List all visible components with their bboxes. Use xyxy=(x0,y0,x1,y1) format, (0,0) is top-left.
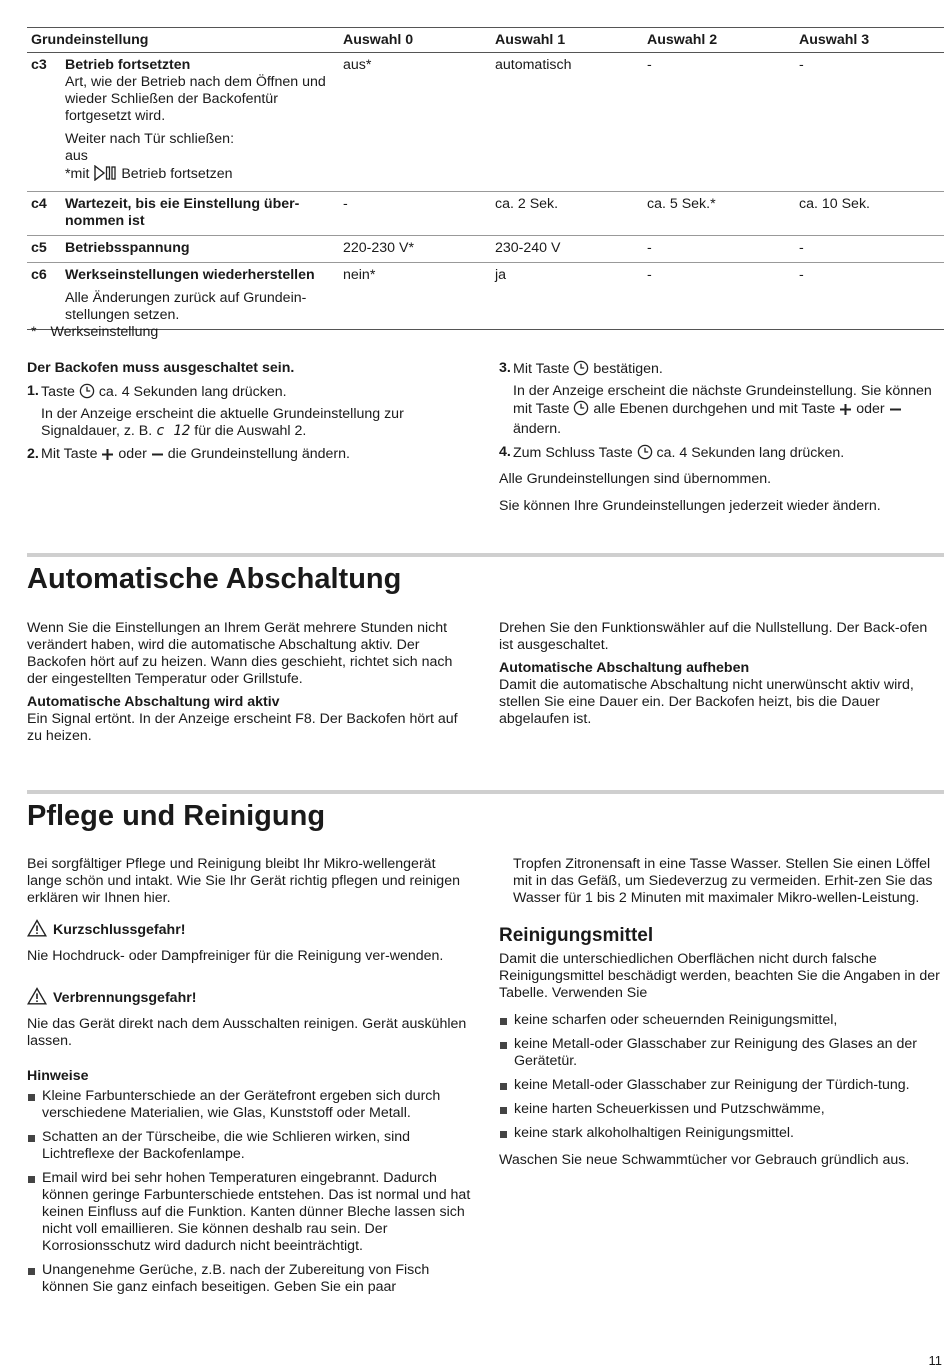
cell-auswahl-1: 230-240 V xyxy=(491,236,643,263)
cell-auswahl-3: - xyxy=(795,53,944,192)
display-code: c 12 xyxy=(156,423,191,439)
note-continuation: Tropfen Zitronensaft in eine Tasse Wasser. Stellen Sie einen Löffel mit in das Gefäß, um Siedeverzug zu vermeiden. Erhit-zen Sie das Wasser für 1 bis 2 Minuten mit maximaler Mikro-wellen-Leistung. xyxy=(513,856,933,906)
row-description xyxy=(61,192,339,236)
step-4 xyxy=(499,444,944,465)
cleaner-item: keine stark alkoholhaltigen Reinigungsmittel. xyxy=(514,1125,794,1141)
cleaner-outro: Waschen Sie neue Schwammtücher vor Gebrauch gründlich aus. xyxy=(499,1152,910,1168)
cleaner-title: Reinigungsmittel xyxy=(499,925,654,946)
table-row xyxy=(27,263,944,330)
auto-sub1-title: Automatische Abschaltung wird aktiv xyxy=(27,694,280,710)
step-2-pre: Mit Taste xyxy=(41,446,98,462)
auto-sub2-title: Automatische Abschaltung aufheben xyxy=(499,660,750,676)
minus-icon xyxy=(889,403,902,421)
warning-2 xyxy=(27,987,472,1010)
clock-icon xyxy=(79,383,95,404)
instructions-right xyxy=(499,360,944,515)
instructions-heading: Der Backofen muss ausgeschaltet sein. xyxy=(27,360,295,376)
footnote-star: * xyxy=(31,324,37,340)
bullet-icon xyxy=(28,1135,35,1142)
cell-auswahl-1: ca. 2 Sek. xyxy=(491,192,643,236)
row-description xyxy=(61,53,339,192)
step-2-mid: oder xyxy=(118,446,147,462)
minus-icon xyxy=(151,448,164,466)
bullet-icon xyxy=(28,1176,35,1183)
row-desc-2c xyxy=(65,165,335,186)
table-footnote xyxy=(31,324,158,341)
header-auswahl-0: Auswahl 0 xyxy=(339,28,491,53)
table-row xyxy=(27,236,944,263)
list-item xyxy=(499,1012,944,1029)
header-grundeinstellung: Grundeinstellung xyxy=(27,28,339,53)
clock-icon xyxy=(637,444,653,465)
step-1-sub-pre: In der Anzeige erscheint die aktuelle Grundeinstellung zur Signaldauer, z. B. xyxy=(41,406,404,439)
row-desc: Art, wie der Betrieb nach dem Öffnen und wieder Schließen der Backofentür fortgesetzt wird. xyxy=(65,74,326,124)
note-text: Kleine Farbunterschiede an der Gerätefront ergeben sich durch verschiedene Materialien, wie Glas, Kunststoff oder Metall. xyxy=(42,1088,441,1121)
row-title: Betrieb fortsetzten xyxy=(65,57,191,73)
step-3-sub xyxy=(513,383,944,438)
header-auswahl-1: Auswahl 1 xyxy=(491,28,643,53)
step-1-post: ca. 4 Sekunden lang drücken. xyxy=(98,384,287,400)
auto-sub2-text: Damit die automatische Abschaltung nicht unerwünscht aktiv wird, stellen Sie eine Dauer ein. Der Backofen heizt, bis die Dauer abgelaufen ist. xyxy=(499,677,914,727)
auto-right xyxy=(499,620,944,728)
instructions-left xyxy=(27,360,472,472)
bullet-icon xyxy=(500,1018,507,1025)
section-divider xyxy=(27,790,944,794)
cleaner-item: keine harten Scheuerkissen und Putzschwämme, xyxy=(514,1101,825,1117)
list-item xyxy=(27,1129,472,1163)
list-item xyxy=(27,1170,472,1255)
note-text: Schatten an der Türscheibe, die wie Schlieren wirken, sind Lichtreflexe der Backofenlampe. xyxy=(42,1129,411,1162)
table-row xyxy=(27,192,944,236)
section-title-auto: Automatische Abschaltung xyxy=(27,563,402,595)
note-text: Unangenehme Gerüche, z.B. nach der Zubereitung von Fisch können Sie ganz einfach beseitigen. Geben Sie ein paar xyxy=(42,1262,430,1295)
cell-auswahl-0: 220-230 V* xyxy=(339,236,491,263)
cleaner-item: keine scharfen oder scheuernden Reinigungsmittel, xyxy=(514,1012,838,1028)
step-number: 1. xyxy=(27,383,39,399)
clock-icon xyxy=(573,400,589,421)
list-item xyxy=(499,1125,944,1142)
step-2 xyxy=(27,446,472,466)
table-row xyxy=(27,53,944,192)
warning-2-title: Verbrennungsgefahr! xyxy=(53,990,197,1006)
cell-auswahl-0: - xyxy=(339,192,491,236)
header-auswahl-2: Auswahl 2 xyxy=(643,28,795,53)
row-title: Betriebsspannung xyxy=(65,240,190,256)
care-left xyxy=(27,856,472,1303)
row-desc-2c-post: Betrieb fortsetzen xyxy=(121,166,233,182)
warning-triangle-icon xyxy=(27,919,53,942)
list-item xyxy=(27,1088,472,1122)
cell-auswahl-2: - xyxy=(643,236,795,263)
step-2-post: die Grundeinstellung ändern. xyxy=(167,446,350,462)
care-right xyxy=(499,856,944,1169)
step-4-post: ca. 4 Sekunden lang drücken. xyxy=(656,445,845,461)
cell-auswahl-2: - xyxy=(643,53,795,192)
step-3 xyxy=(499,360,944,438)
note-text: Email wird bei sehr hohen Temperaturen eingebrannt. Dadurch können geringe Farbunterschiede entstehen. Das ist normal und hat keinen Einfluss auf die Funktion. Kanten dünner Bleche lassen sich nicht voll emaillieren. Sie können deshalb rau sein. Der Korrosionsschutz wird dadurch nicht beeinträchtigt. xyxy=(42,1170,471,1254)
step-1 xyxy=(27,383,472,440)
plus-icon xyxy=(101,448,114,466)
row-desc-2b: aus xyxy=(65,148,88,164)
step-1-sub-post: für die Auswahl 2. xyxy=(194,423,307,439)
warning-2-text: Nie das Gerät direkt nach dem Ausschalten reinigen. Gerät auskühlen lassen. xyxy=(27,1016,467,1049)
cell-auswahl-2: - xyxy=(643,263,795,330)
warning-1-title: Kurzschlussgefahr! xyxy=(53,922,186,938)
cell-auswahl-3: - xyxy=(795,236,944,263)
list-item xyxy=(499,1101,944,1118)
cell-auswahl-1: automatisch xyxy=(491,53,643,192)
footnote-text: Werkseinstellung xyxy=(50,324,159,340)
row-code: c4 xyxy=(27,192,61,236)
warning-triangle-icon xyxy=(27,987,53,1010)
cell-auswahl-0: nein* xyxy=(339,263,491,330)
cell-auswahl-1: ja xyxy=(491,263,643,330)
auto-sub1-text: Ein Signal ertönt. In der Anzeige erscheint F8. Der Backofen hört auf zu heizen. xyxy=(27,711,458,744)
step-3-sub-pre: In der Anzeige erscheint die nächste Grundeinstellung. Sie können mit Taste xyxy=(513,383,932,417)
warning-1 xyxy=(27,919,472,942)
list-item xyxy=(27,1262,472,1296)
notes-title: Hinweise xyxy=(27,1068,89,1084)
bullet-icon xyxy=(500,1042,507,1049)
list-item xyxy=(499,1077,944,1094)
step-number: 2. xyxy=(27,446,39,462)
row-desc-2a: Weiter nach Tür schließen: xyxy=(65,131,235,147)
row-title: Wartezeit, bis eie Einstellung über-nommen ist xyxy=(65,196,300,229)
cleaner-intro: Damit die unterschiedlichen Oberflächen nicht durch falsche Reinigungsmittel beschädigt werden, beachten Sie die Angaben in der Tabelle. Verwenden Sie xyxy=(499,951,940,1001)
cleaner-item: keine Metall-oder Glasschaber zur Reinigung der Türdich-tung. xyxy=(514,1077,910,1093)
step-1-pre: Taste xyxy=(41,384,75,400)
play-pause-icon xyxy=(93,165,117,186)
row-desc: Alle Änderungen zurück auf Grundein-stellungen setzen. xyxy=(65,290,307,323)
auto-left xyxy=(27,620,472,745)
row-description xyxy=(61,263,339,330)
cell-auswahl-3: ca. 10 Sek. xyxy=(795,192,944,236)
section-title-care: Pflege und Reinigung xyxy=(27,800,326,832)
row-code: c6 xyxy=(27,263,61,330)
step-3-pre: Mit Taste xyxy=(513,361,570,377)
row-desc-2c-pre: *mit xyxy=(65,166,90,182)
care-intro: Bei sorgfältiger Pflege und Reinigung bleibt Ihr Mikro-wellengerät lange schön und intakt. Wie Sie Ihr Gerät richtig pflegen und reinigen erklären wir Ihnen hier. xyxy=(27,856,460,906)
step-3-sub-mid2: oder xyxy=(856,401,885,417)
step-number: 3. xyxy=(499,360,511,376)
bullet-icon xyxy=(500,1131,507,1138)
bullet-icon xyxy=(28,1094,35,1101)
row-code: c3 xyxy=(27,53,61,192)
cell-auswahl-0: aus* xyxy=(339,53,491,192)
step-3-sub-post: ändern. xyxy=(513,421,562,437)
cleaner-item: keine Metall-oder Glasschaber zur Reinigung des Glases an der Gerätetür. xyxy=(514,1036,917,1069)
warning-1-text: Nie Hochdruck- oder Dampfreiniger für die Reinigung ver-wenden. xyxy=(27,948,444,964)
table-header-row xyxy=(27,28,944,53)
bullet-icon xyxy=(500,1083,507,1090)
after-text-1: Alle Grundeinstellungen sind übernommen. xyxy=(499,471,772,487)
step-3-post: bestätigen. xyxy=(593,361,663,377)
cell-auswahl-2: ca. 5 Sek.* xyxy=(643,192,795,236)
cell-auswahl-3: - xyxy=(795,263,944,330)
page-number: 11 xyxy=(928,1353,942,1368)
list-item xyxy=(499,1036,944,1070)
settings-table xyxy=(27,27,944,330)
row-code: c5 xyxy=(27,236,61,263)
header-auswahl-3: Auswahl 3 xyxy=(795,28,944,53)
clock-icon xyxy=(573,360,589,381)
row-description xyxy=(61,236,339,263)
step-4-pre: Zum Schluss Taste xyxy=(513,445,633,461)
step-3-sub-mid: alle Ebenen durchgehen und mit Taste xyxy=(593,401,836,417)
step-1-sub xyxy=(41,406,472,440)
row-title: Werkseinstellungen wiederherstellen xyxy=(65,267,315,283)
after-text-2: Sie können Ihre Grundeinstellungen jederzeit wieder ändern. xyxy=(499,498,881,514)
step-number: 4. xyxy=(499,444,511,460)
bullet-icon xyxy=(28,1268,35,1275)
auto-intro: Wenn Sie die Einstellungen an Ihrem Gerät mehrere Stunden nicht verändert haben, wird die automatische Abschaltung aktiv. Der Backofen hört auf zu heizen. Wann dies geschieht, richtet sich nach der eingestellten Temperatur oder Grillstufe. xyxy=(27,620,453,687)
plus-icon xyxy=(839,403,852,421)
auto-right-text: Drehen Sie den Funktionswähler auf die Nullstellung. Der Back-ofen ist ausgeschaltet. xyxy=(499,620,928,653)
bullet-icon xyxy=(500,1107,507,1114)
section-divider xyxy=(27,553,944,557)
